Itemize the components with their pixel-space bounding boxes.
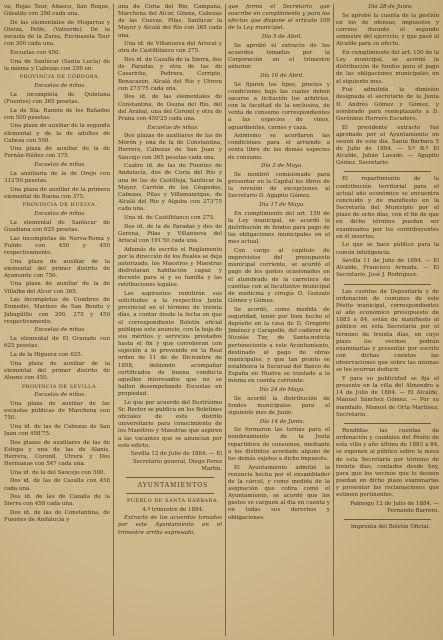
paragraph: Las incompletas de Nerva-Roma y Pulido con 450 y 450 respectivamente. (4, 235, 110, 256)
paragraph: Se formaron las ternas para el nombramiento de la Junta repartidora de consumos, mediante a los distintos acordado alguno de los demás sujetos a dicho impuesto. (228, 427, 330, 462)
paragraph: Dos plazas de auxiliares de las de Estepa y una de las de Alanís, Herrera, Coronil, Utrera y Dos Hermanas con 547 cada una. (4, 439, 110, 468)
section-divider (344, 171, 431, 172)
paragraph: En cumplimiento del art. 150 de la Ley municipal, se acordó la distribución de fondos para el pago de las obligaciones municipales en el siguiente mes. (336, 49, 439, 85)
paragraph: va, Rojas Tour, Añasco, San Roque, Gilsaldo con 350 cada una. (4, 4, 110, 18)
paragraph: una de Coria del Río, Campana, Marchena del Alcor, Gilena, Cabezas de las Cuevas, Pilas, Sanlúcar la Mayor y Alcalá del Río con 365 cada una. (118, 4, 222, 39)
section-divider (344, 423, 431, 424)
paragraph: Sevilla 11 de Julio de 1884. — El Alcalde, Francisco Armada. — El Secretario, José J. Rodríguez. (336, 258, 439, 279)
paragraph: Lo que se hace público para la común inteligencia. (336, 242, 439, 256)
date-heading: Día 17 de Mayo. (259, 202, 305, 209)
paragraph: Dos id. de Cazalla de la Sierra, dos de Paradas y otra de las de Casariche, Pedrera, Corripio, Benacazón, Alcalá del Río y Utrera con 273'75 cada una. (118, 57, 222, 92)
paragraph: Se nombró comisionado para presentar en la Capital los libros de la revisión de excepciones al Secretario D. Agapito Gómez. (228, 171, 330, 200)
paragraph: Rendidas las cuentas de ordenación y caudales del Pósito de esta villa y año último de 1883 a 84, se exponen al público sobre la mesa de esta Secretaría por término de treinta días, contados desde hoy, para que los vecinos que lo deseen puedan en dicho plazo examinarlas y presentar las reclamaciones que estimen pertinentes. (336, 427, 439, 499)
paragraph: En cumplimiento del art. 150 de la Ley municipal, se acordó la distribución de fondos para pago de las obligaciones municipales en el mes actual. (228, 210, 330, 246)
signature: Palmogo 12 de Julio de 1884. — Fernando Barrero. (350, 501, 439, 515)
paragraph: Con cargo al capítulo de imprevistos del presupuesto municipal corriente, se acordó el pago de los gastos ocasionados en el alumbrado de la carretera de cuentas con al facultativo municipal de medicina y cirugía D. Gonzalo Gómez y Gómez. (228, 248, 330, 305)
section-heading: PROVINCIA DE CÓRDOBA. (19, 74, 101, 81)
paragraph: Una plaza de auxiliar de la primera elemental de Baena con 375. (4, 186, 110, 200)
paragraph: Además de escrito el Reglamento por la dirección de los Reales se deja autorizado, los Maestros y Maestras disfrutaran habitación capaz y decente para sí y su familia y las retribuciones legales. (118, 246, 222, 289)
section-title: AYUNTAMIENTOS (137, 481, 209, 489)
paragraph: La elemental de Sanlúcar de Guadiana con 625 pesetas. (4, 219, 110, 233)
date-heading: Día 5 de Abril. (261, 34, 303, 41)
paragraph: Una id. de Villanueva del Ariscal y otra de Castilblanco con 275. (118, 41, 222, 55)
subsection-heading: Escuelas de niñas. (34, 162, 86, 169)
column-rule (113, 4, 114, 636)
paragraph: El Ayuntamiento admitió la renuncia hecha por el ensamblador de la cárcel, y como medida de la asignación que cobra como el Ayuntamiento, se acordó que los gastos se carguen al día en cuenta y en todas sus derechos y obligaciones. (228, 464, 330, 521)
paragraph: que forma el Secretario que suscribe en cumplimiento y para los efectos que dispone el artículo 109 de la Ley municipal. (228, 4, 330, 32)
paragraph: Una de Sanlúcar (Santa Lucía) de la misma y Cabezas con 250 en. (4, 58, 110, 72)
signature: Sevilla 12 de Julio de 1884. — El Secretario general, Diego Perez Martín. (130, 451, 222, 472)
date-heading: Día 10 de Abril. (260, 72, 304, 79)
paragraph: Dos id. de las elementales de Constantina, de Osuna del Río, del del Arahal, una del Coronil y otra de Pruna con 450'25 cada una. (118, 94, 222, 122)
paragraph: Dos id. de las de Cazalla de la Sierra con 458 cada una. (4, 494, 110, 508)
section-divider (344, 519, 431, 520)
column-rule (333, 4, 334, 636)
paragraph: Una plaza de auxiliar de la de Fernán-Núñez con 375. (4, 146, 110, 160)
date-heading: Día 24 de Mayo. (259, 386, 305, 393)
paragraph: Una id. de la del Saucejo con 500. (10, 469, 106, 476)
paragraph: La de la Higuera con 625. (10, 351, 83, 358)
paragraph: La de Sta. Ramón de los Bañados con 500 pesetas. (4, 107, 110, 121)
paragraph: Se aprobó el extracto de los acuerdos tomados por la Corporación en el trimestre anterior. (228, 42, 330, 71)
paragraph: Dos id. de las de Constantina, de Fuentes de Andalucía y (4, 510, 110, 524)
date-heading: Día 28 de Junio. (368, 4, 413, 10)
section-divider (126, 477, 214, 478)
paragraph: Se aprobó la cuenta de la gestión en los de ofensas, impuestos y correos durante el segundo semestre del ejercicio, y que pasó al Alcalde para su efecto. (336, 12, 439, 48)
subsection-heading: Escuelas de niñas. (147, 124, 199, 131)
paragraph: El repartimiento de la contribución territorial para el actual año económico se encuentra concluido y de manifiesto en la Secretaría del Municipio por el plazo de ocho días, con el fin de que en dicho término puedan ser examinados por los contribuyentes en él insertos. (336, 176, 439, 240)
column-4 (336, 4, 439, 636)
paragraph: Una plaza de auxiliar de las escuelas públicas de Marchena con 750. (4, 400, 110, 422)
paragraph: Las incompletas de Cumbres de Enmedio, Marines de San Benito y Jabugüillo con 200, 275 y 450 respectivamente. (4, 297, 110, 325)
paragraph: Y para su publicidad se fija el presente en la villa del Almendro a 14 de Julio de 1884. — El Alcalde, Manuel Sánchez Gómez. — Por su mandado, Manuel de Orta Martínez, Secretario. (336, 376, 439, 418)
paragraph: Dos id. de la de Paradas y des de Gerena, Pilas y Villanueva del Ariscal con 191'50 cada una. (118, 223, 222, 244)
subsection-heading: Escuelas de niños. (34, 392, 86, 399)
paragraph: Asimismo se acordaron las condiciones para el arriendo a venta libre de las demás especies de consumo. (228, 133, 330, 161)
paragraph: Se acordó la distribución de fondos municipales para el siguiente mes de Junio. (228, 395, 330, 416)
column-1 (4, 4, 110, 636)
paragraph: Se fijaron los tipos, precios y condiciones bajo las cuales deben sacarse a licitación los arbitrios, con la facultad de la exclusiva, de venta de consumo correspondientes a las especies de vinos, aguardientes, carnes y caza. (228, 81, 330, 131)
subsection-heading: Escuelas de niñas. (34, 327, 86, 334)
date-heading: Día 3 de Mayo. (261, 163, 303, 170)
paragraph: Lo que por acuerdo del Ilustrísimo Sr. Rector se publica en los Boletines oficiales de este distrito universitario para conocimiento de los Maestros y Maestras que aspiren a las vacantes que se anuncian por este edicto. (118, 399, 222, 449)
paragraph: Dos plazas de auxiliares de las de Morón y una de la de Constantina, Herrera, Cabezas de San Juan y Saucejo con 365 pesetas cada una. (118, 133, 222, 161)
paragraph: Una id. de Castilblanco con 275. (124, 214, 215, 221)
paragraph: Extracto de los acuerdos tomados por este Ayuntamiento en el trimestre arriba expresado, (118, 515, 222, 536)
paragraph: Escuelas con 450. (10, 49, 61, 56)
paragraph: La elemental de El Granado con 625 pesetas. (4, 336, 110, 350)
paragraph: De las elementales de Mogarraz y Oteiza, Pelfo, (Valverde). De la escuela de la Zarza, Encinasola Tour con 300 cada una. (4, 19, 110, 48)
section-heading: PROVINCIA DE HUELVA. (22, 202, 98, 209)
paragraph: La incompleta de Quintana (Fuentes) con 365 pesetas. (4, 91, 110, 105)
subsection-heading: Escuelas de niños. (34, 211, 86, 218)
paragraph: Una id. de las de Cabezas de San Juan con 458'75. (4, 423, 110, 437)
paragraph: Los aspirantes remitirán sus solicitudes a la respectiva Junta provincial en el término de treinta días, a contar desde la fecha en que el correspondiente Boletín oficial publique este anuncio, con la hoja de sus méritos y servicios prestados hasta el fin y que corroboran con sujeción a lo prevenido en la Real orden de 11 de de Diciembre de 1858, debiendo acompañar certificados de buena conducta aquellos interesados que no se hallen desempeñando Escuelas en propiedad. (118, 290, 222, 398)
section-heading: PROVINCIA DE SEVILLA. (21, 383, 99, 390)
paragraph: El presidente extracto fué aprobado por el Ayuntamiento en sesión de este día. Santa Bárbara 5 de Julio de 1884. — V.º B.º El Alcalde, Julián Lavado. — Agapito Gómez, Secretario. (336, 124, 439, 167)
paragraph: Fué admitida la dimisión designada el secretario de la Junta D. Andrés Gómez y Gómez, y nombrado para reemplazarle a D. Gerónimo Herrero Escudero. (336, 87, 439, 122)
period-label: 4.º trimestre de 1884. (142, 506, 204, 513)
paragraph: Una plaza de auxiliar de la segunda elemental y de la de adultos de Cabeza con 550. (4, 123, 110, 144)
paragraph: Cuatro id. de las de Fuentes de Andalucía, dos de Coria del Río y una de las de Castilleja, Sanlúcar la Mayor, Carrión de los Céspedes, Cabezas, Pilas y Villamanrique, de Alcalá del Río y Algaba con 273'75 cada una. (118, 163, 222, 213)
paragraph: Dos id. de las de Cazalla con 458 cada una. (4, 478, 110, 492)
printer-imprint: Imprenta del Boletín Oficial. (350, 524, 431, 531)
date-heading: Día 14 de Junio. (259, 418, 305, 425)
column-3 (228, 4, 330, 636)
column-rule (225, 4, 226, 636)
paragraph: Una plaza de auxiliar de la de Villalba del Alcor con 365. (4, 281, 110, 295)
section-divider (344, 284, 431, 285)
paragraph: Las cuentas de Depositaría y de ordenación de comunes de este Pósito municipal, correspondientes al año económico presupuesto de 1883 a 84, están de manifiesto al público en esta Secretaría por el término de treinta días, en cuyo plazo los vecinos podrán examinarlas y presentar por escrito con dichas cuentas las observaciones que sobre las mismas se les ocurran deducir. (336, 288, 439, 374)
paragraph: Una plaza de auxiliar de la elemental del primer distrito de Alosno con 450. (4, 360, 110, 381)
column-2 (118, 4, 222, 636)
paragraph: Se acordó, como medida de seguridad, tener por bien hecho el depósito en la casa de D. Gregorio Jiménez y Carapollo, del cadáver de Nicolás Tur, de Santa-noticia perteneciente a este Ayuntamiento, destinado al pago de obras municipales, y que tan pronto se establezca la Sucursal del Banco de España en Huelva se traslade a la misma en cuenta corriente. (228, 306, 330, 385)
section-divider (126, 493, 214, 494)
town-heading: PUEBLO DE SANTA BÁRBARA. (126, 498, 220, 504)
subsection-heading: Escuelas de niños. (34, 83, 86, 90)
paragraph: Una plaza de auxiliar de la elemental del primer distrito de Ayamonte con 750. (4, 258, 110, 279)
paragraph: La auxiliaria de la de Orejo con 312'50 pesetas. (4, 170, 110, 184)
